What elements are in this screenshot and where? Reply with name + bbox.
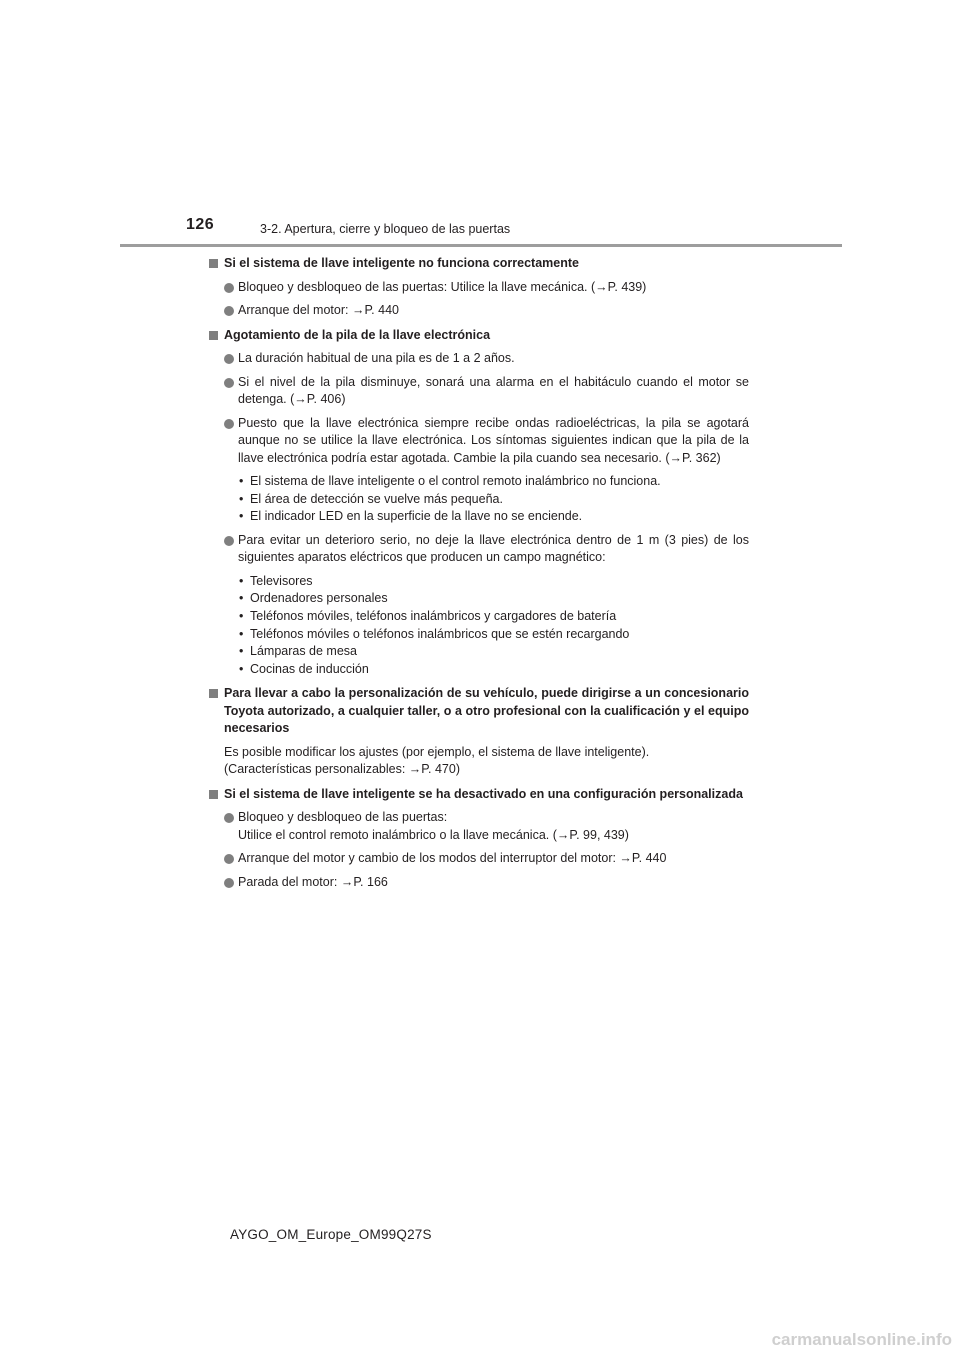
list-item: • El área de detección se vuelve más pequeña. [238, 491, 749, 509]
bullet-item: Bloqueo y desbloqueo de las puertas: Utilice la llave mecánica. (→P. 439) [209, 279, 749, 297]
circle-bullet-icon [224, 354, 234, 364]
circle-bullet-icon [224, 306, 234, 316]
square-bullet-icon [209, 689, 218, 698]
square-bullet-icon [209, 331, 218, 340]
list-item: • Lámparas de mesa [238, 643, 749, 661]
section-heading: Si el sistema de llave inteligente no funciona correctamente [209, 255, 749, 273]
list-item: • El sistema de llave inteligente o el control remoto inalámbrico no funciona. [238, 473, 749, 491]
bullet-item: Parada del motor: →P. 166 [209, 874, 749, 892]
bullet-item: Arranque del motor y cambio de los modos del interruptor del motor: →P. 440 [209, 850, 749, 868]
page-header [0, 0, 960, 250]
section-smart-key-fail [209, 255, 749, 320]
circle-bullet-icon [224, 854, 234, 864]
circle-bullet-icon [224, 283, 234, 293]
list-item: • Cocinas de inducción [238, 661, 749, 679]
square-bullet-icon [209, 790, 218, 799]
circle-bullet-icon [224, 536, 234, 546]
section-battery-depletion [209, 327, 749, 679]
circle-bullet-icon [224, 878, 234, 888]
bullet-item: La duración habitual de una pila es de 1 a 2 años. [209, 350, 749, 368]
list-item: • El indicador LED en la superficie de la llave no se enciende. [238, 508, 749, 526]
section-title: 3-2. Apertura, cierre y bloqueo de las puertas [260, 222, 511, 236]
circle-bullet-icon [224, 813, 234, 823]
circle-bullet-icon [224, 378, 234, 388]
list-item: • Ordenadores personales [238, 590, 749, 608]
bullet-item: Arranque del motor: →P. 440 [209, 302, 749, 320]
section-heading: Agotamiento de la pila de la llave electrónica [209, 327, 749, 345]
section-smart-key-disabled [209, 786, 749, 892]
bullet-item: Puesto que la llave electrónica siempre recibe ondas radioeléctricas, la pila se agotará aunque no se utilice la llave electrónica. Los síntomas siguientes indican que la pila de la llave electrónica podría estar agotada. Cambie la pila cuando sea necesario. (→P. 362) [209, 415, 749, 468]
paragraph: Es posible modificar los ajustes (por ejemplo, el sistema de llave inteligente). (Características personalizables: →P. 470) [224, 744, 650, 777]
page-number: 126 [186, 216, 215, 233]
list-item: • Teléfonos móviles o teléfonos inalámbricos que se estén recargando [238, 626, 749, 644]
header-rule [120, 244, 842, 247]
device-list [209, 573, 749, 679]
section-personalization [209, 685, 749, 779]
page-content [209, 255, 749, 898]
section-heading: Si el sistema de llave inteligente se ha desactivado en una configuración personalizada [209, 786, 749, 804]
symptom-list [209, 473, 749, 526]
bullet-item: Bloqueo y desbloqueo de las puertas: Utilice el control remoto inalámbrico o la llave mecánica. (→P. 99, 439) [209, 809, 749, 844]
bullet-item: Si el nivel de la pila disminuye, sonará una alarma en el habitáculo cuando el motor se detenga. (→P. 406) [209, 374, 749, 409]
document-code: AYGO_OM_Europe_OM99Q27S [230, 1227, 432, 1242]
square-bullet-icon [209, 259, 218, 268]
bullet-item: Para evitar un deterioro serio, no deje la llave electrónica dentro de 1 m (3 pies) de los siguientes aparatos eléctricos que producen un campo magnético: [209, 532, 749, 567]
list-item: • Televisores [238, 573, 749, 591]
watermark: carmanualsonline.info [771, 1330, 952, 1349]
list-item: • Teléfonos móviles, teléfonos inalámbricos y cargadores de batería [238, 608, 749, 626]
section-heading: Para llevar a cabo la personalización de su vehículo, puede dirigirse a un concesionario Toyota autorizado, a cualquier taller, o a otro profesional con la cualificación y el equipo necesarios [209, 685, 749, 738]
circle-bullet-icon [224, 419, 234, 429]
